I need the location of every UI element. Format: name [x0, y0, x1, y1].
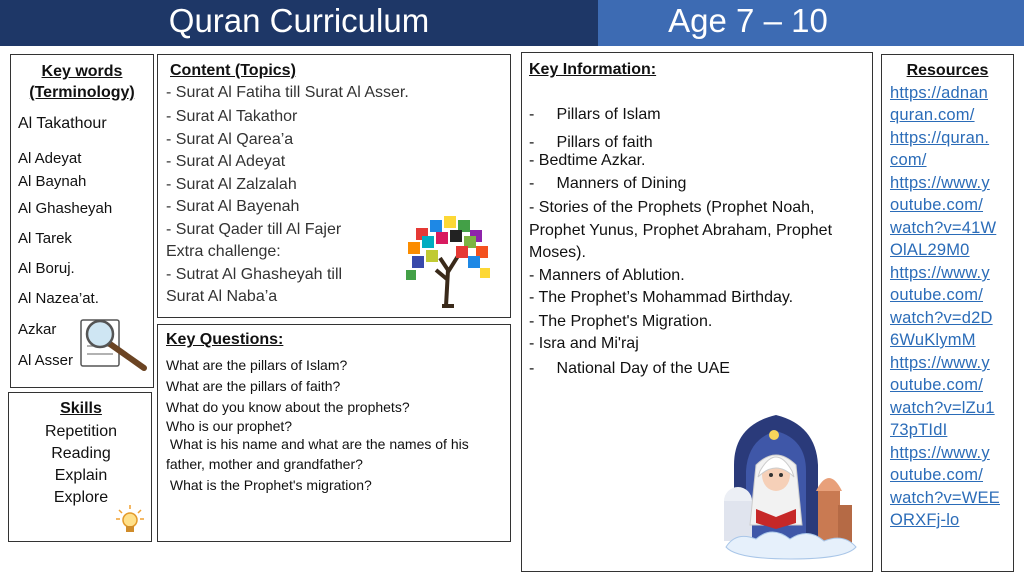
key-info-item: - Manners of Dining: [529, 175, 687, 192]
key-info-item: - Pillars of Islam: [529, 106, 661, 123]
resources-title: Resources: [906, 62, 989, 79]
skill-item: Explore: [53, 489, 109, 506]
key-info-item: - Manners of Ablution.: [529, 267, 685, 284]
resource-link-line[interactable]: https://adnan: [890, 84, 989, 102]
resource-link-line[interactable]: com/: [890, 151, 927, 169]
key-word-item: Al Takathour: [18, 115, 107, 132]
resource-link-line[interactable]: outube.com/: [890, 196, 984, 214]
resource-link-line[interactable]: outube.com/: [890, 376, 984, 394]
resource-link-line[interactable]: outube.com/: [890, 466, 984, 484]
skill-item: Explain: [54, 467, 108, 484]
content-item: - Sutrat Al Ghasheyah till: [166, 266, 343, 283]
content-item: - Surat Al Zalzalah: [166, 176, 297, 193]
key-word-item: Azkar: [18, 321, 57, 338]
resource-link-line[interactable]: watch?v=d2D: [890, 309, 993, 327]
key-word-item: Al Tarek: [18, 230, 72, 247]
content-title: Content (Topics): [170, 62, 296, 79]
key-info-item: - Stories of the Prophets (Prophet Noah,: [529, 199, 815, 216]
resource-link-line[interactable]: watch?v=41W: [890, 219, 997, 237]
resource-link-line[interactable]: https://quran.: [890, 129, 990, 147]
key-info-item: - The Prophet’s Mohammad Birthday.: [529, 289, 794, 306]
content-item: - Surat Qader till Al Fajer: [166, 221, 342, 238]
content-item: - Surat Al Takathor: [166, 108, 298, 125]
key-word-item: Al Nazea’at.: [18, 290, 99, 307]
key-info-item: - The Prophet's Migration.: [529, 313, 713, 330]
content-item: Extra challenge:: [166, 243, 281, 260]
key-info-item: - Bedtime Azkar.: [529, 152, 646, 169]
key-question-item: What do you know about the prophets?: [166, 399, 410, 415]
skill-item: Reading: [51, 445, 111, 462]
resource-link-line[interactable]: 73pTIdI: [890, 421, 948, 439]
key-information-title: Key Information:: [529, 61, 657, 78]
key-info-item: Moses).: [529, 244, 586, 261]
page-title: Quran Curriculum: [168, 2, 430, 39]
key-word-item: Al Ghasheyah: [18, 200, 113, 217]
key-info-item: Prophet Yunus, Prophet Abraham, Prophet: [529, 222, 833, 239]
key-words-title: Key words (Terminology): [29, 63, 135, 101]
content-item: - Surat Al Fatiha till Surat Al Asser.: [166, 84, 409, 101]
resource-link-line[interactable]: quran.com/: [890, 106, 975, 124]
lightbulb-icon: [115, 504, 145, 536]
tree-illustration: [402, 210, 494, 308]
magnifier-icon: [78, 316, 150, 372]
key-info-item: - Isra and Mi'raj: [529, 335, 639, 352]
key-word-item: Al Boruj.: [18, 260, 75, 277]
key-word-item: Al Asser: [18, 352, 74, 369]
skills-title: Skills: [60, 400, 102, 417]
resource-link-line[interactable]: https://www.y: [890, 264, 990, 282]
resource-link-line[interactable]: watch?v=WEE: [890, 489, 1000, 507]
key-word-item: Al Adeyat: [18, 150, 82, 167]
key-question-item: What is the Prophet's migration?: [166, 477, 372, 493]
key-question-item: father, mother and grandfather?: [166, 456, 363, 472]
content-item: - Surat Al Adeyat: [166, 153, 286, 170]
key-question-item: Who is our prophet?: [166, 418, 293, 434]
age-label: Age 7 – 10: [668, 2, 828, 39]
girl-reading-quran-illustration: [716, 405, 866, 565]
key-question-item: What is his name and what are the names of his: [166, 436, 469, 452]
resource-link-line[interactable]: https://www.y: [890, 354, 990, 372]
resource-link-line[interactable]: https://www.y: [890, 444, 990, 462]
key-info-item: - Pillars of faith: [529, 134, 653, 151]
key-question-item: What are the pillars of faith?: [166, 378, 341, 394]
content-item: - Surat Al Bayenah: [166, 198, 300, 215]
resource-link-line[interactable]: https://www.y: [890, 174, 990, 192]
key-question-item: What are the pillars of Islam?: [166, 357, 348, 373]
resource-link-line[interactable]: 6WuKlymM: [890, 331, 976, 349]
key-word-item: Al Baynah: [18, 173, 87, 190]
key-questions-title: Key Questions:: [166, 331, 284, 348]
resource-link-line[interactable]: ORXFj-lo: [890, 511, 960, 529]
skill-item: Repetition: [44, 423, 118, 440]
resource-link-line[interactable]: outube.com/: [890, 286, 984, 304]
content-item: - Surat Al Qarea’a: [166, 131, 294, 148]
resource-link-line[interactable]: watch?v=lZu1: [890, 399, 995, 417]
content-item: Surat Al Naba’a: [166, 288, 278, 305]
resource-link-line[interactable]: OlAL29M0: [890, 241, 970, 259]
key-info-item: - National Day of the UAE: [529, 360, 730, 377]
